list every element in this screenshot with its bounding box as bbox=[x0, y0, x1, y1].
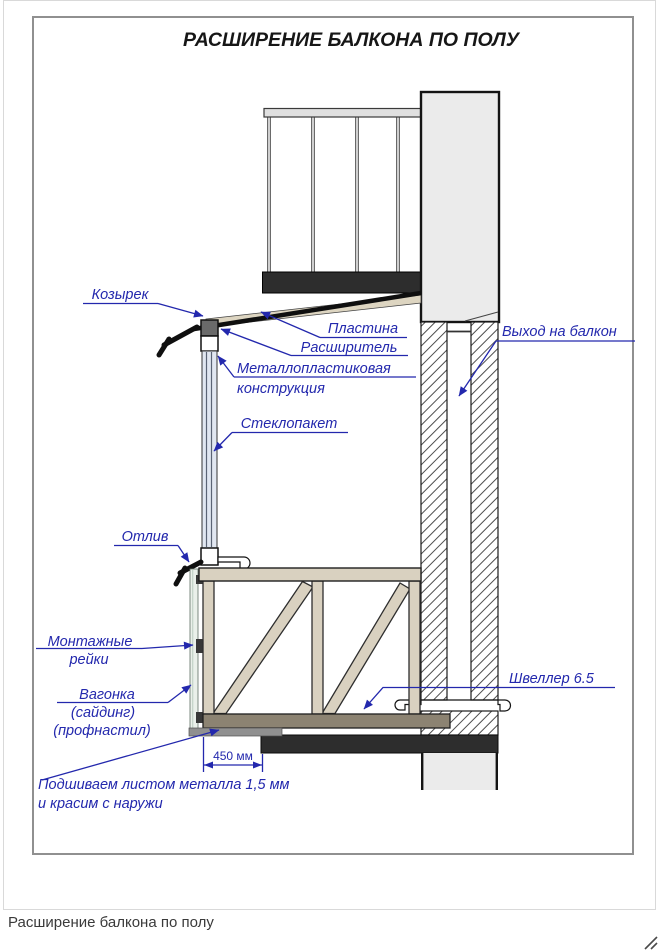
label-steklopaket-text: Стеклопакет bbox=[240, 416, 338, 432]
truss-top-beam bbox=[199, 568, 421, 581]
window-frame-top bbox=[201, 336, 218, 351]
extender-profile bbox=[201, 320, 218, 336]
label-vyhod-text: Выход на балкон bbox=[502, 324, 617, 340]
label-vagonka-text-2: (сайдинг) bbox=[70, 705, 136, 721]
label-vagonka-text-3: (профнастил) bbox=[53, 723, 151, 739]
label-shveller-text: Швеллер 6.5 bbox=[509, 671, 594, 687]
truss-post bbox=[203, 581, 214, 714]
railing-handrail bbox=[264, 109, 421, 118]
wall-lower bbox=[422, 753, 498, 790]
label-podshivaem-text-1: Подшиваем листом металла 1,5 мм bbox=[38, 777, 290, 793]
label-metallo-text-2: конструкция bbox=[237, 381, 325, 397]
label-podshivaem-text-2: и красим с наружи bbox=[38, 796, 163, 812]
original-balcony-slab bbox=[261, 735, 498, 753]
label-montazhnye-text-1: Монтажные bbox=[47, 634, 133, 650]
wall-hatched-right bbox=[471, 322, 498, 700]
image-caption: Расширение балкона по полу bbox=[8, 914, 214, 931]
upper-balcony-slab bbox=[263, 272, 422, 293]
label-otliv-text: Отлив bbox=[121, 529, 169, 545]
railing-post bbox=[397, 115, 400, 272]
railing-post bbox=[356, 115, 359, 272]
channel-right-flange bbox=[498, 700, 511, 711]
label-vagonka-text-1: Вагонка bbox=[79, 687, 135, 703]
label-plastina-text: Пластина bbox=[327, 321, 399, 337]
wall-hatched-left bbox=[421, 322, 447, 700]
railing-post bbox=[268, 115, 271, 272]
dimension-value: 450 мм bbox=[213, 749, 253, 763]
resize-handle-icon bbox=[642, 934, 658, 950]
truss-bottom-beam bbox=[203, 714, 450, 728]
label-metallo-text-1: Металлопластиковая bbox=[237, 361, 391, 377]
railing-post bbox=[312, 115, 315, 272]
window-frame-bottom bbox=[201, 548, 218, 565]
wall-upper bbox=[421, 92, 499, 322]
truss-post bbox=[409, 581, 420, 714]
truss-post bbox=[312, 581, 323, 714]
label-kozyrek-text: Козырек bbox=[91, 287, 149, 303]
label-montazhnye-text-2: рейки bbox=[69, 652, 109, 668]
label-rasshiritel-text: Расширитель bbox=[300, 340, 398, 356]
diagram-title: РАСШИРЕНИЕ БАЛКОНА ПО ПОЛУ bbox=[182, 29, 520, 51]
